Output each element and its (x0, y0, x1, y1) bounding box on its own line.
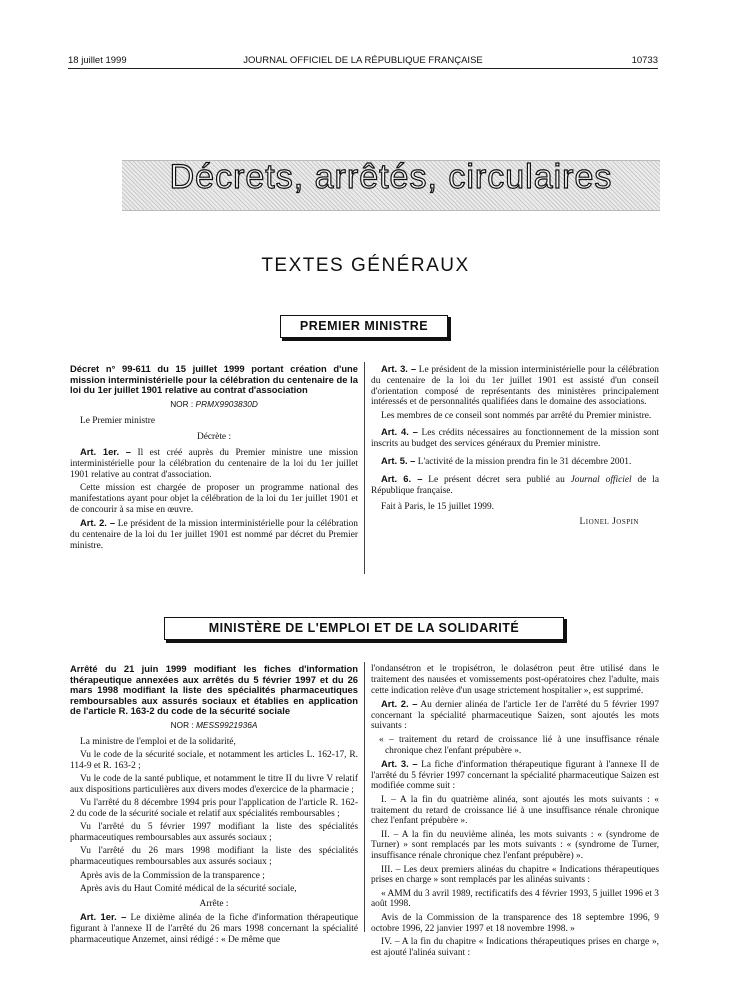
decree-signature: Lionel Jospin (579, 517, 639, 528)
arrete-title: Arrêté du 21 juin 1999 modifiant les fiches d'information thérapeutique annexées aux arrêtés du 5 février 1997 et du 26 mars 1998 modifiant la liste des spécialités pharmaceutiques remboursables aux assurés sociaux et établies en application de l'article R. 163-2 du code de la sécurité sociale (70, 663, 358, 717)
arrete-arrete-word: Arrête : (199, 898, 229, 909)
arrete-article-3-item-iv: IV. – A la fin du chapitre « Indications thérapeutiques prises en charge », est ajouté l'alinéa suivant : (371, 936, 659, 958)
arrete-paragraph: Vu l'arrêté du 8 décembre 1994 pris pour l'application de l'article R. 162-2 du code de la sécurité sociale et relatif aux spécialités remboursables ; (70, 798, 358, 820)
decree-decrete: Décrète : (196, 432, 232, 443)
arrete-paragraph: Vu l'arrêté du 26 mars 1998 modifiant la liste des spécialités pharmaceutiques remboursables aux assurés sociaux ; (70, 846, 358, 868)
arrete-article-3-item-ii: II. – A la fin du neuvième alinéa, les mots suivants : « (syndrome de Turner) » sont remplacés par les mots suivants : « (syndrome de Turner, insuffisance rénale chronique chez l'enfant prépubère) ». (371, 829, 659, 862)
decree-article-2: Art. 2. – Le président de la mission interministérielle pour la célébration du centenaire de la loi du 1er juillet 1901 est nommé par décret du Premier ministre. (70, 516, 358, 551)
arrete-paragraph: Vu l'arrêté du 5 février 1997 modifiant la liste des spécialités pharmaceutiques remboursables aux assurés sociaux ; (70, 822, 358, 844)
ministry-name: MINISTÈRE DE L'EMPLOI ET DE LA SOLIDARITÉ (208, 621, 520, 635)
decree-title: Décret n° 99-611 du 15 juillet 1999 portant création d'une mission interministérielle pour la célébration du centenaire de la loi du 1er juillet 1901 relative au contrat d'association (70, 363, 358, 396)
arrete-article-2: Art. 2. – Au dernier alinéa de l'article 1er de l'arrêté du 5 février 1997 concernant la spécialité pharmaceutique Saizen, sont ajoutés les mots suivants : (371, 697, 660, 732)
decree-article-6: Art. 6. – Le présent décret sera publié au Journal officiel de la République française. (371, 472, 659, 496)
arrete-nor: NOR : MESS9921936A (170, 719, 258, 730)
arrete-article-3-item-iii: III. – Les deux premiers alinéas du chapitre « Indications thérapeutiques prises en charge » sont remplacés par les alinéas suivants : (371, 864, 659, 886)
section-title: TEXTES GÉNÉRAUX (261, 255, 470, 276)
arrete-article-1: Art. 1er. – Le dixième alinéa de la fiche d'information thérapeutique figurant à l'annexe II de l'arrêté du 26 mars 1998 concernant la spécialité pharmaceutique Anzemet, ainsi rédigé : « De même que (70, 910, 358, 945)
banner-title: Décrets, arrêtés, circulaires (169, 158, 613, 196)
ministry-box-emploi-solidarite (164, 617, 564, 640)
decree-intro: Le Premier ministre (80, 415, 155, 426)
arrete-column-right (371, 664, 659, 958)
header-page-number: 10733 (631, 55, 658, 66)
decree-article-1-paragraph-2: Cette mission est chargée de proposer un programme national des manifestations ayant pour objet la célébration de la loi du 1er juillet 1901 et de concourir à sa mise en œuvre. (70, 483, 358, 515)
arrete-article-2-quote: « – traitement du retard de croissance lié à une insuffisance rénale chronique chez l'enfant prépubère ». (379, 734, 659, 756)
decree-column-right (371, 364, 659, 528)
decree-article-3-paragraph-2: Les membres de ce conseil sont nommés par arrêté du Premier ministre. (381, 410, 652, 421)
ministry-box-premier-ministre (280, 315, 448, 338)
arrete-paragraph: La ministre de l'emploi et de la solidarité, (80, 736, 236, 747)
arrete-column-left (70, 664, 358, 945)
arrete-paragraph: Vu le code de la santé publique, et notamment le titre II du livre V relatif aux dispositions particulières aux divers modes d'exercice de la pharmacie ; (70, 774, 358, 795)
header-journal-name: JOURNAL OFFICIEL DE LA RÉPUBLIQUE FRANÇAISE (243, 55, 483, 66)
header-rule (68, 68, 658, 69)
arrete-paragraph: Après avis de la Commission de la transparence ; (80, 870, 265, 881)
arrete-paragraph: Vu le code de la sécurité sociale, et notamment les articles L. 162-17, R. 114-9 et R. 163-2 ; (70, 750, 358, 771)
decree-article-4: Art. 4. – Les crédits nécessaires au fonctionnement de la mission sont inscrits au budget des services généraux du Premier ministre. (371, 426, 659, 450)
column-divider (364, 662, 365, 932)
arrete-paragraph: Après avis du Haut Comité médical de la sécurité sociale, (80, 883, 297, 894)
ministry-name: PREMIER MINISTRE (299, 319, 429, 333)
arrete-article-1-continued: l'ondansétron et le tropisétron, le dolasétron peut être utilisé dans le traitement des nausées et vomissements post-opératoires chez l'adulte, mais cette indication relève d'un usage strictement hospitalier », est supprimé. (371, 664, 659, 696)
decree-column-left (70, 364, 358, 551)
decree-article-5: Art. 5. – L'activité de la mission prendra fin le 31 décembre 2001. (381, 455, 632, 468)
decree-nor: NOR : PRMX9903830D (170, 398, 258, 409)
decree-article-1: Art. 1er. – Il est créé auprès du Premier ministre une mission interministérielle pour la célébration du centenaire de la loi du 1er juillet 1901 relative au contrat d'association. (70, 446, 358, 480)
header-date: 18 juillet 1999 (68, 55, 127, 66)
decree-fait: Fait à Paris, le 15 juillet 1999. (381, 502, 495, 513)
decree-article-3: Art. 3. – Le président de la mission interministérielle pour la célébration du centenaire de la loi du 1er juillet 1901 est assisté d'un conseil d'orientation composé de représentants des ministères principalement intéressés et de personnalités qualifiées dans le domaine des associations. (371, 363, 659, 408)
arrete-article-3: Art. 3. – La fiche d'information thérapeutique figurant à l'annexe II de l'arrêté du 5 février 1997 concernant la spécialité pharmaceutique Saizen est modifiée comme suit : (371, 757, 659, 792)
arrete-article-3-item-i: I. – A la fin du quatrième alinéa, sont ajoutés les mots suivants : « traitement du retard de croissance lié à une insuffisance rénale chronique chez l'enfant prépubère ». (371, 794, 659, 827)
arrete-article-3-avis: Avis de la Commission de la transparence des 18 septembre 1996, 9 octobre 1996, 22 janvier 1997 et 18 novembre 1998. » (371, 912, 659, 934)
column-divider (364, 362, 365, 574)
arrete-article-3-amm: « AMM du 3 avril 1989, rectificatifs des 4 février 1993, 5 juillet 1996 et 3 août 1998. (371, 888, 659, 910)
